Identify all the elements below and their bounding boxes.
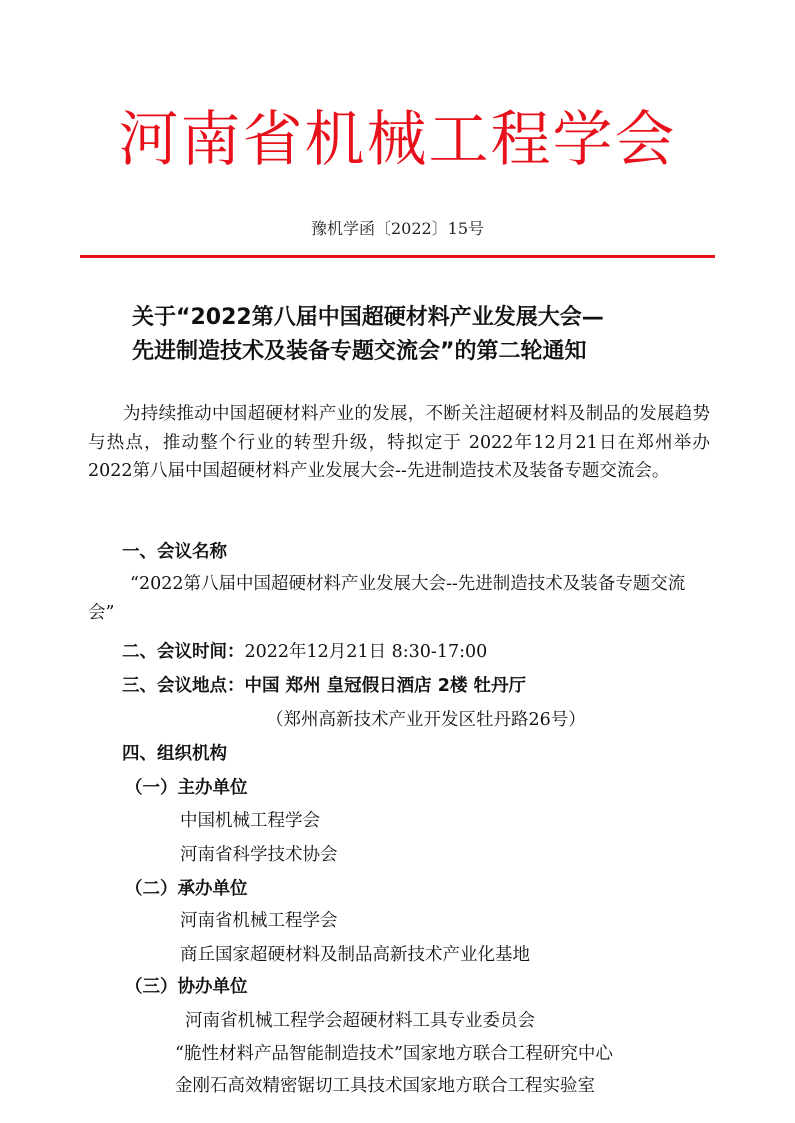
undertaker-item: 河南省机械工程学会 — [180, 911, 338, 931]
document-number: 豫机学函〔2022〕15号 — [310, 219, 485, 238]
meeting-place-address: （郑州高新技术产业开发区牡丹路26号） — [266, 710, 586, 730]
co-organizer-item: “脆性材料产品智能制造技术”国家地方联合工程研究中心 — [175, 1044, 613, 1064]
host-item: 中国机械工程学会 — [180, 811, 320, 831]
meeting-name-text: “2022第八届中国超硬材料产业发展大会--先进制造技术及装备专题交流会” — [88, 574, 686, 623]
host-heading: （一）主办单位 — [125, 778, 248, 798]
co-organizer-heading: （三）协办单位 — [125, 977, 248, 997]
host-item: 河南省科学技术协会 — [180, 845, 338, 865]
co-organizer-item: 金刚石高效精密锯切工具技术国家地方联合工程实验室 — [175, 1076, 595, 1096]
notice-title-line-1: 关于“2022第八届中国超硬材料产业发展大会— — [132, 305, 604, 330]
section-heading-place: 三、会议地点： — [122, 676, 245, 696]
section-heading-time: 二、会议时间： — [122, 642, 245, 662]
section-heading-organization: 四、组织机构 — [122, 744, 227, 764]
meeting-place-row — [122, 671, 526, 701]
meeting-place-value: 中国 郑州 皇冠假日酒店 2楼 牡丹厅 — [244, 676, 527, 696]
organization-title: 河南省机械工程学会 — [118, 105, 677, 175]
co-organizer-item: 河南省机械工程学会超硬材料工具专业委员会 — [185, 1011, 535, 1031]
undertaker-item: 商丘国家超硬材料及制品高新技术产业化基地 — [180, 945, 530, 965]
meeting-time-row — [122, 637, 487, 667]
section-heading-name: 一、会议名称 — [122, 542, 227, 562]
intro-paragraph: 为持续推动中国超硬材料产业的发展，不断关注超硬材料及制品的发展趋势与热点，推动整个行业的转型升级，特拟定于 2022年12月21日在郑州举办2022第八届中国超硬材料产业发展大会--先进制造技术及装备专题交流会。 — [88, 404, 710, 481]
undertaker-heading: （二）承办单位 — [125, 879, 248, 899]
notice-title-line-2: 先进制造技术及装备专题交流会”的第二轮通知 — [132, 339, 587, 364]
red-divider — [80, 255, 715, 258]
meeting-time-value: 2022年12月21日 8:30-17:00 — [244, 642, 488, 662]
